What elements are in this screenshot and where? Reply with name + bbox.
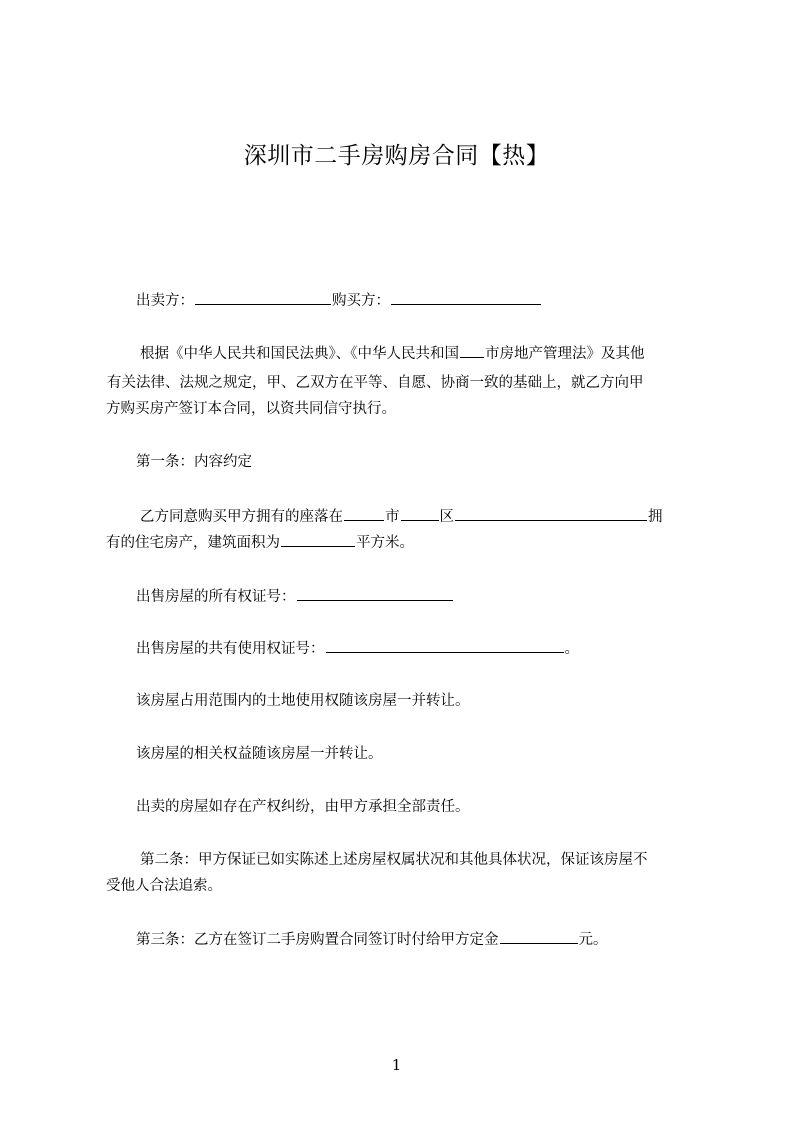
related-rights-line: 该房屋的相关权益随该房屋一并转让。 bbox=[136, 746, 383, 762]
buyer-blank bbox=[391, 289, 541, 305]
ownership-cert-line bbox=[106, 583, 730, 612]
district-blank bbox=[401, 505, 439, 521]
shared-use-cert-line bbox=[106, 635, 730, 664]
buyer-label: 购买方： bbox=[332, 293, 390, 309]
deposit-blank bbox=[500, 928, 578, 944]
city-name-blank bbox=[460, 342, 484, 358]
article1-location-line bbox=[106, 503, 734, 532]
article3-line bbox=[106, 926, 730, 955]
shared-use-cert-label: 出售房屋的共有使用权证号： bbox=[136, 641, 325, 657]
ownership-cert-blank bbox=[297, 585, 453, 601]
area-blank bbox=[281, 531, 355, 547]
ownership-cert-label: 出售房屋的所有权证号： bbox=[136, 589, 296, 605]
article2-line-2: 受他人合法追索。 bbox=[106, 878, 222, 894]
district-unit: 区 bbox=[439, 509, 454, 525]
land-use-line: 该房屋占用范围内的土地使用权随该房屋一并转让。 bbox=[136, 693, 470, 709]
city-unit: 市 bbox=[385, 509, 400, 525]
preamble-line-3: 方购买房产签订本合同，以资共同信守执行。 bbox=[106, 401, 396, 417]
address-blank bbox=[455, 505, 647, 521]
article1-area-line bbox=[106, 529, 700, 558]
article1-heading: 第一条：内容约定 bbox=[136, 454, 252, 470]
property-dispute-line: 出卖的房屋如存在产权纠纷，由甲方承担全部责任。 bbox=[136, 799, 470, 815]
article2-line-1: 第二条：甲方保证已如实陈述上述房屋权属状况和其他具体状况，保证该房屋不 bbox=[140, 852, 648, 868]
preamble-line-1 bbox=[106, 340, 734, 369]
seller-blank bbox=[195, 289, 331, 305]
city-blank bbox=[344, 505, 384, 521]
page-number: 1 bbox=[391, 1056, 402, 1074]
location-intro: 乙方同意购买甲方拥有的座落在 bbox=[140, 509, 343, 525]
area-intro: 有的住宅房产，建筑面积为 bbox=[106, 535, 280, 551]
article3-text: 第三条：乙方在签订二手房购置合同签订时付给甲方定金 bbox=[136, 932, 499, 948]
seller-label: 出卖方： bbox=[136, 293, 194, 309]
shared-use-cert-blank bbox=[326, 637, 564, 653]
article3-unit: 元。 bbox=[578, 932, 608, 948]
parties-line bbox=[106, 287, 730, 316]
shared-use-cert-end: 。 bbox=[564, 641, 579, 657]
document-title: 深圳市二手房购房合同【热】 bbox=[243, 143, 550, 169]
area-unit: 平方米。 bbox=[356, 535, 414, 551]
preamble-line-2: 有关法律、法规之规定，甲、乙双方在平等、自愿、协商一致的基础上，就乙方向甲 bbox=[107, 375, 644, 391]
owned-suffix: 拥 bbox=[648, 509, 663, 525]
preamble-text-1b: 市房地产管理法》及其他 bbox=[485, 346, 645, 362]
preamble-text-1a: 根据《中华人民共和国民法典》、《中华人民共和国 bbox=[140, 346, 459, 362]
